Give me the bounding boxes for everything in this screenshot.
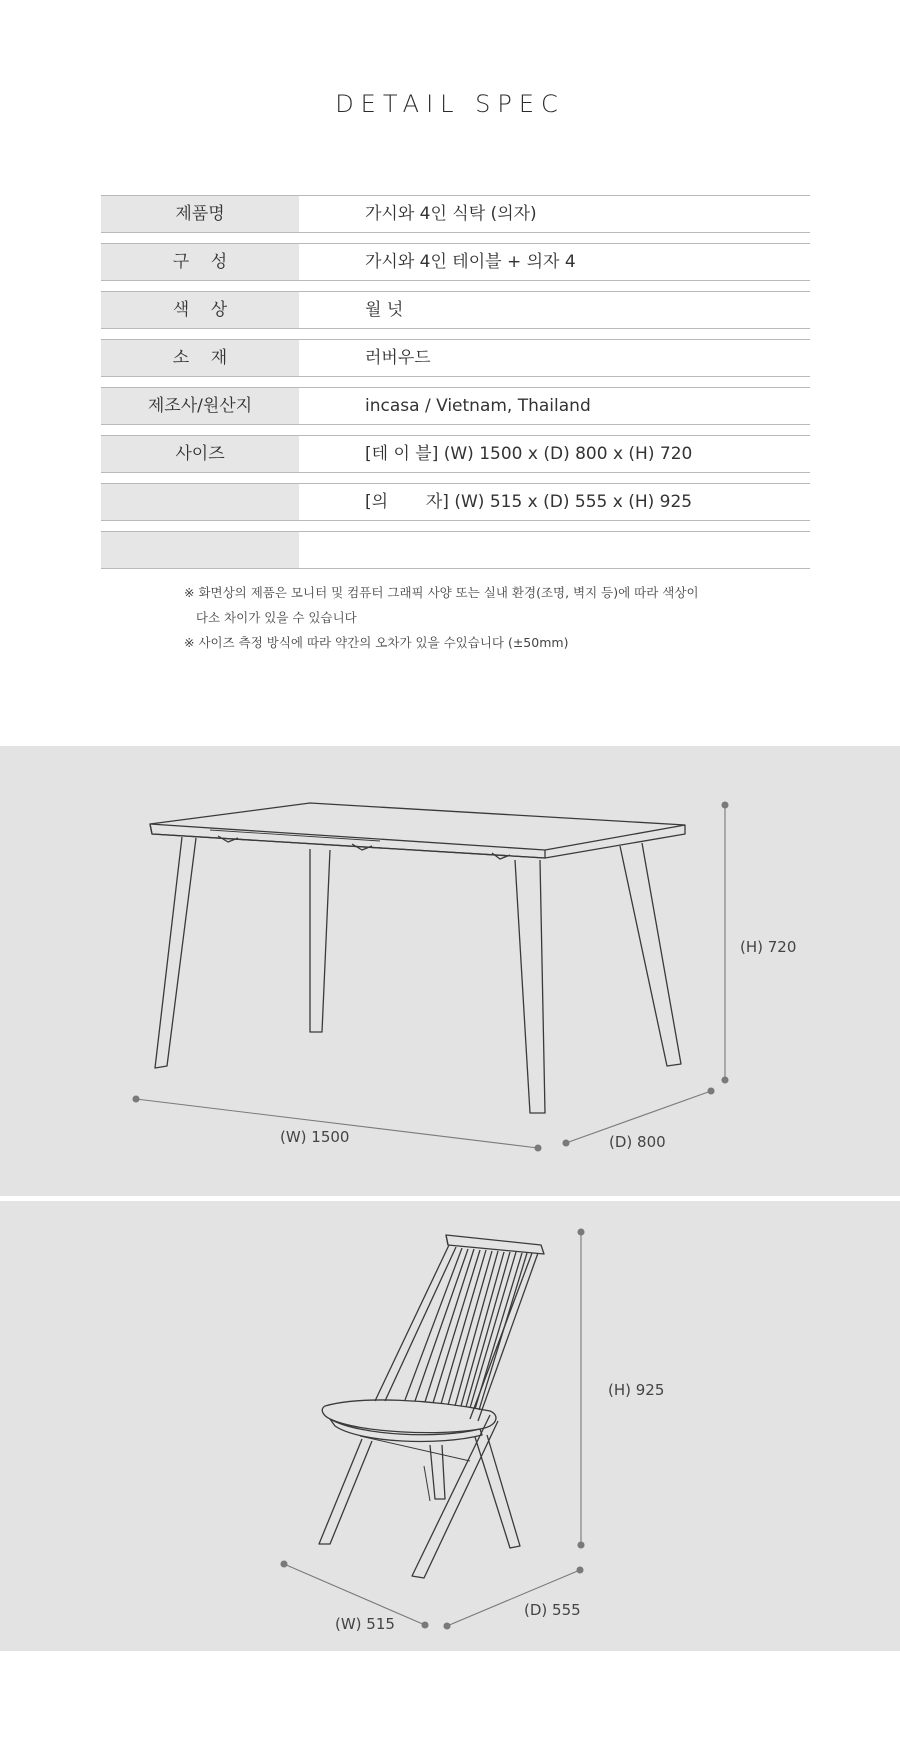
spec-value: 가시와 4인 식탁 (의자): [365, 204, 537, 224]
notice-line: ※ 화면상의 제품은 모니터 및 컴퓨터 그래픽 사양 또는 실내 환경(조명, 벽지 등)에 따라 색상이: [184, 585, 699, 600]
spec-row-size-chair: [101, 483, 810, 521]
table-depth-label: (D) 800: [609, 1133, 666, 1151]
spec-row-product: [101, 195, 810, 233]
notice-line: ※ 사이즈 측정 방식에 따라 약간의 오차가 있을 수있습니다 (±50mm): [184, 635, 569, 650]
spec-row-color: [101, 291, 810, 329]
table-drawing-panel: [0, 746, 900, 1196]
spec-row-material: [101, 339, 810, 377]
table-height-label: (H) 720: [740, 938, 797, 956]
spec-label: [101, 484, 299, 520]
spec-table: [101, 195, 810, 579]
spec-label: 사이즈: [101, 436, 299, 472]
table-width-label: (W) 1500: [280, 1128, 350, 1146]
spec-row-empty: [101, 531, 810, 569]
spec-value: 러버우드: [365, 348, 431, 368]
spec-row-size-table: [101, 435, 810, 473]
chair-depth-label: (D) 555: [524, 1601, 581, 1619]
spec-value: [테 이 블] (W) 1500 x (D) 800 x (H) 720: [365, 444, 693, 464]
page-title: DETAIL SPEC: [335, 90, 565, 118]
chair-height-label: (H) 925: [608, 1381, 665, 1399]
spec-label: 구 성: [101, 244, 299, 280]
spec-label: [101, 532, 299, 568]
spec-row-composition: [101, 243, 810, 281]
spec-value: incasa / Vietnam, Thailand: [365, 396, 591, 416]
spec-value: 월 넛: [365, 300, 404, 320]
spec-label: 제품명: [101, 196, 299, 232]
notice-text: [184, 580, 699, 655]
chair-width-label: (W) 515: [335, 1615, 395, 1633]
spec-value: [의 자] (W) 515 x (D) 555 x (H) 925: [365, 492, 693, 512]
spec-row-manufacturer: [101, 387, 810, 425]
chair-line-drawing: [0, 1201, 900, 1651]
spec-label: 제조사/원산지: [101, 388, 299, 424]
spec-value: 가시와 4인 테이블 + 의자 4: [365, 252, 576, 272]
spec-label: 색 상: [101, 292, 299, 328]
spec-label: 소 재: [101, 340, 299, 376]
chair-drawing-panel: [0, 1201, 900, 1651]
spec-value: [299, 532, 810, 568]
notice-line: 다소 차이가 있을 수 있습니다: [184, 610, 357, 625]
table-line-drawing: [0, 746, 900, 1196]
